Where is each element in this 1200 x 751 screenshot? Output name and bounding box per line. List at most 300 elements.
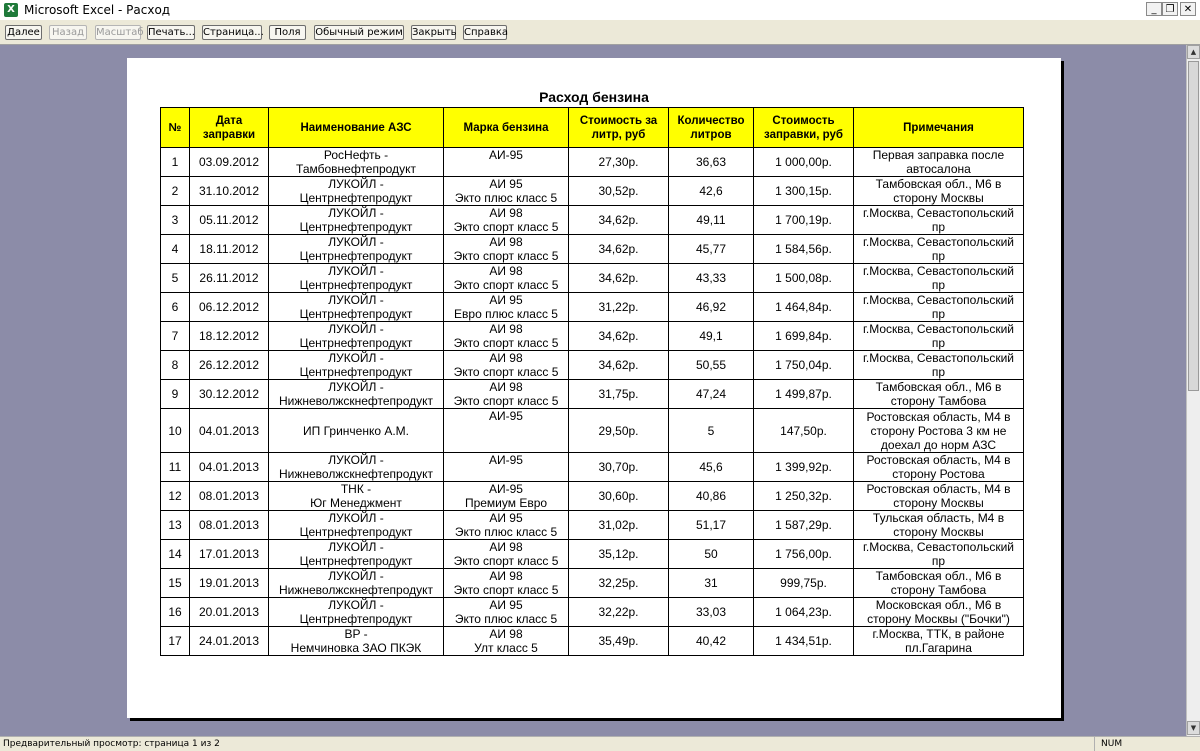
- cost-cell: [754, 177, 854, 206]
- row-number-cell-line: 4: [171, 242, 179, 256]
- print-page: [127, 58, 1061, 718]
- num-lock-indicator: NUM: [1094, 737, 1161, 751]
- station-cell: [269, 511, 444, 540]
- station-cell-line: Центрнефтепродукт: [299, 307, 413, 321]
- date-cell: [190, 598, 269, 627]
- fuel-cell: [444, 569, 569, 598]
- fuel-cell-line: АИ 98: [489, 264, 523, 278]
- margins-button[interactable]: Поля: [269, 25, 306, 40]
- row-number-cell: [161, 148, 190, 177]
- fuel-cell-line: Экто спорт класс 5: [453, 583, 559, 597]
- price-cell: [569, 511, 669, 540]
- fuel-cell-line: АИ 95: [489, 511, 523, 525]
- cost-cell-line: 999,75р.: [780, 576, 827, 590]
- station-cell: [269, 409, 444, 453]
- note-cell-line: г.Москва, Севастопольский: [863, 351, 1014, 365]
- note-cell: [854, 206, 1024, 235]
- row-number-cell: [161, 627, 190, 656]
- print-button[interactable]: Печать...: [148, 27, 195, 38]
- station-cell-line: ЛУКОЙЛ -: [328, 264, 384, 278]
- cost-cell: [754, 206, 854, 235]
- cost-cell: [754, 540, 854, 569]
- row-number-cell-line: 7: [171, 329, 179, 343]
- price-cell-line: 30,52р.: [598, 184, 639, 198]
- station-cell: [269, 453, 444, 482]
- note-cell-line: г.Москва, ТТК, в районе: [872, 627, 1005, 641]
- normal-view-button[interactable]: Обычный режим: [315, 27, 403, 38]
- price-cell: [569, 206, 669, 235]
- date-cell: [190, 409, 269, 453]
- fuel-cell-line: АИ 95: [489, 293, 523, 307]
- price-cell: [569, 540, 669, 569]
- fuel-cell-line: Экто спорт класс 5: [453, 365, 559, 379]
- station-cell-line: ЛУКОЙЛ -: [328, 598, 384, 612]
- note-cell: [854, 264, 1024, 293]
- note-cell-line: г.Москва, Севастопольский: [863, 264, 1014, 278]
- cost-cell: [754, 482, 854, 511]
- price-cell-line: 34,62р.: [598, 271, 639, 285]
- station-cell-line: ЛУКОЙЛ -: [328, 177, 384, 191]
- price-cell: [569, 264, 669, 293]
- fuel-cell-line: АИ 98: [489, 540, 523, 554]
- row-number-cell: [161, 351, 190, 380]
- fuel-cell-line: АИ-95: [489, 453, 523, 467]
- date-cell: [190, 511, 269, 540]
- next-button[interactable]: Далее: [5, 25, 42, 40]
- row-number-cell-line: 17: [168, 634, 182, 648]
- station-cell-line: ЛУКОЙЛ -: [328, 540, 384, 554]
- price-cell-line: 35,12р.: [598, 547, 639, 561]
- date-cell: [190, 453, 269, 482]
- cost-cell: [754, 351, 854, 380]
- restore-button[interactable]: ❐: [1162, 2, 1178, 16]
- table-row: [161, 569, 1024, 598]
- note-cell-line: Тамбовская обл., М6 в: [875, 380, 1002, 394]
- help-button[interactable]: Справка: [464, 27, 509, 38]
- date-cell-line: 30.12.2012: [198, 387, 260, 401]
- liters-cell: [669, 293, 754, 322]
- price-cell: [569, 293, 669, 322]
- price-cell: [569, 380, 669, 409]
- liters-cell: [669, 453, 754, 482]
- date-cell-line: 26.12.2012: [198, 358, 260, 372]
- station-cell: [269, 235, 444, 264]
- cost-cell-line: 1 434,51р.: [775, 634, 832, 648]
- cost-cell-line: 1 399,92р.: [775, 460, 832, 474]
- cost-cell-line: 1 000,00р.: [775, 155, 832, 169]
- station-cell-line: ТНК -: [340, 482, 372, 496]
- note-cell-line: пр: [931, 365, 946, 379]
- price-cell-line: 32,22р.: [598, 605, 639, 619]
- date-cell-line: 03.09.2012: [198, 155, 260, 169]
- table-row: [161, 511, 1024, 540]
- station-cell-line: Центрнефтепродукт: [299, 336, 413, 350]
- table-row: [161, 351, 1024, 380]
- fuel-cell-line: Премиум Евро: [464, 496, 548, 510]
- liters-cell: [669, 409, 754, 453]
- minimize-button[interactable]: _: [1146, 2, 1162, 16]
- station-cell: [269, 380, 444, 409]
- table-row: [161, 148, 1024, 177]
- fuel-cell: [444, 177, 569, 206]
- liters-cell-line: 33,03: [695, 605, 727, 619]
- cost-cell: [754, 293, 854, 322]
- fuel-cell-line: АИ 98: [489, 235, 523, 249]
- station-cell-line: Центрнефтепродукт: [299, 365, 413, 379]
- date-cell: [190, 351, 269, 380]
- fuel-cell: [444, 235, 569, 264]
- station-cell: [269, 264, 444, 293]
- note-cell-line: автосалона: [906, 162, 971, 176]
- preview-toolbar: [0, 20, 1200, 45]
- date-cell-line: 04.01.2013: [198, 460, 260, 474]
- date-cell: [190, 540, 269, 569]
- cost-cell: [754, 598, 854, 627]
- liters-cell-line: 40,42: [695, 634, 727, 648]
- excel-icon: X: [4, 3, 18, 17]
- row-number-cell-line: 5: [171, 271, 179, 285]
- back-button[interactable]: Назад: [49, 25, 87, 40]
- row-number-cell: [161, 569, 190, 598]
- station-cell-line: ЛУКОЙЛ -: [328, 511, 384, 525]
- cost-cell: [754, 627, 854, 656]
- row-number-cell-line: 1: [171, 155, 179, 169]
- table-row: [161, 540, 1024, 569]
- column-header: Наименование АЗС: [269, 108, 444, 148]
- note-cell: [854, 235, 1024, 264]
- note-cell: [854, 540, 1024, 569]
- liters-cell: [669, 511, 754, 540]
- note-cell-line: сторону Москвы: [893, 496, 984, 510]
- liters-cell: [669, 235, 754, 264]
- header-row: [161, 108, 1024, 148]
- note-cell-line: Ростовская область, М4 в: [866, 453, 1011, 467]
- table-row: [161, 293, 1024, 322]
- fuel-cell: [444, 380, 569, 409]
- cost-cell: [754, 409, 854, 453]
- row-number-cell-line: 13: [168, 518, 182, 532]
- fuel-cell-line: АИ 98: [489, 206, 523, 220]
- date-cell: [190, 206, 269, 235]
- price-cell-line: 31,02р.: [598, 518, 639, 532]
- station-cell: [269, 293, 444, 322]
- cost-cell: [754, 264, 854, 293]
- note-cell: [854, 177, 1024, 206]
- row-number-cell: [161, 206, 190, 235]
- note-cell: [854, 293, 1024, 322]
- column-header: Примечания: [854, 108, 1024, 148]
- note-cell: [854, 322, 1024, 351]
- row-number-cell-line: 12: [168, 489, 182, 503]
- fuel-cell: [444, 627, 569, 656]
- station-cell-line: Немчиновка ЗАО ПКЭК: [290, 641, 422, 655]
- vertical-scrollbar[interactable]: [1186, 45, 1200, 736]
- liters-cell-line: 46,92: [695, 300, 727, 314]
- note-cell-line: Московская обл., М6 в: [875, 598, 1002, 612]
- row-number-cell: [161, 380, 190, 409]
- row-number-cell: [161, 235, 190, 264]
- note-cell: [854, 569, 1024, 598]
- column-header: Стоимость за литр, руб: [569, 108, 669, 148]
- note-cell: [854, 380, 1024, 409]
- fuel-cell: [444, 322, 569, 351]
- station-cell-line: Юг Менеджмент: [310, 496, 402, 510]
- liters-cell-line: 31: [704, 576, 718, 590]
- fuel-cell-line: Экто спорт класс 5: [453, 249, 559, 263]
- note-cell: [854, 627, 1024, 656]
- fuel-cell: [444, 206, 569, 235]
- note-cell: [854, 482, 1024, 511]
- note-cell-line: сторону Тамбова: [890, 583, 987, 597]
- note-cell-line: Ростовская область, М4 в: [866, 482, 1011, 496]
- note-cell-line: г.Москва, Севастопольский: [863, 540, 1014, 554]
- station-cell-line: ЛУКОЙЛ -: [328, 569, 384, 583]
- station-cell: [269, 351, 444, 380]
- date-cell-line: 08.01.2013: [198, 489, 260, 503]
- note-cell-line: пр: [931, 554, 946, 568]
- liters-cell-line: 50,55: [695, 358, 727, 372]
- table-row: [161, 482, 1024, 511]
- row-number-cell: [161, 482, 190, 511]
- cost-cell-line: 1 700,19р.: [775, 213, 832, 227]
- column-header: Количество литров: [669, 108, 754, 148]
- price-cell-line: 30,60р.: [598, 489, 639, 503]
- station-cell-line: ЛУКОЙЛ -: [328, 380, 384, 394]
- fuel-cell-line: АИ 98: [489, 351, 523, 365]
- liters-cell: [669, 540, 754, 569]
- date-cell: [190, 322, 269, 351]
- note-cell-line: пр: [931, 220, 946, 234]
- price-cell: [569, 322, 669, 351]
- station-cell-line: Тамбовнефтепродукт: [296, 162, 416, 176]
- row-number-cell: [161, 511, 190, 540]
- fuel-cell-line: АИ-95: [489, 148, 523, 162]
- table-row: [161, 235, 1024, 264]
- price-cell: [569, 235, 669, 264]
- station-cell-line: Нижневолжскнефтепродукт: [278, 394, 434, 408]
- row-number-cell-line: 9: [171, 387, 179, 401]
- fuel-cell: [444, 148, 569, 177]
- liters-cell: [669, 148, 754, 177]
- table-row: [161, 598, 1024, 627]
- station-cell-line: Центрнефтепродукт: [299, 525, 413, 539]
- price-cell: [569, 351, 669, 380]
- station-cell-line: ЛУКОЙЛ -: [328, 351, 384, 365]
- fuel-cell: [444, 598, 569, 627]
- row-number-cell-line: 8: [171, 358, 179, 372]
- note-cell-line: г.Москва, Севастопольский: [863, 206, 1014, 220]
- date-cell-line: 08.01.2013: [198, 518, 260, 532]
- cost-cell: [754, 235, 854, 264]
- title-bar: [0, 0, 1200, 21]
- liters-cell-line: 51,17: [695, 518, 727, 532]
- fuel-cell-line: АИ 95: [489, 177, 523, 191]
- row-number-cell: [161, 409, 190, 453]
- status-text: Предварительный просмотр: страница 1 из 2: [3, 739, 220, 749]
- liters-cell-line: 49,1: [699, 329, 723, 343]
- row-number-cell-line: 6: [171, 300, 179, 314]
- fuel-cell: [444, 482, 569, 511]
- note-cell-line: сторону Ростова 3 км не: [870, 423, 1007, 438]
- table-row: [161, 380, 1024, 409]
- cost-cell: [754, 380, 854, 409]
- note-cell: [854, 148, 1024, 177]
- liters-cell: [669, 380, 754, 409]
- price-cell: [569, 569, 669, 598]
- close-window-button[interactable]: ✕: [1180, 2, 1196, 16]
- row-number-cell: [161, 453, 190, 482]
- table-row: [161, 453, 1024, 482]
- note-cell-line: пр: [931, 278, 946, 292]
- row-number-cell-line: 11: [168, 460, 182, 474]
- note-cell-line: г.Москва, Севастопольский: [863, 322, 1014, 336]
- note-cell-line: сторону Москвы: [893, 525, 984, 539]
- price-cell-line: 34,62р.: [598, 213, 639, 227]
- station-cell-line: Нижневолжскнефтепродукт: [278, 583, 434, 597]
- station-cell-line: ЛУКОЙЛ -: [328, 235, 384, 249]
- price-cell-line: 34,62р.: [598, 358, 639, 372]
- station-cell: [269, 206, 444, 235]
- liters-cell-line: 5: [707, 423, 715, 438]
- table-row: [161, 177, 1024, 206]
- row-number-cell: [161, 264, 190, 293]
- note-cell-line: сторону Москвы ("Бочки"): [867, 612, 1010, 626]
- table-row: [161, 627, 1024, 656]
- row-number-cell: [161, 293, 190, 322]
- date-cell: [190, 177, 269, 206]
- table-row: [161, 206, 1024, 235]
- liters-cell-line: 40,86: [695, 489, 727, 503]
- table-row: [161, 264, 1024, 293]
- row-number-cell-line: 14: [168, 547, 182, 561]
- note-cell-line: доехал до норм АЗС: [880, 437, 997, 452]
- station-cell-line: Центрнефтепродукт: [299, 612, 413, 626]
- price-cell: [569, 409, 669, 453]
- cost-cell: [754, 453, 854, 482]
- scroll-thumb[interactable]: [1188, 61, 1199, 391]
- row-number-cell-line: 2: [171, 184, 179, 198]
- fuel-cell: [444, 409, 569, 453]
- note-cell: [854, 351, 1024, 380]
- station-cell: [269, 177, 444, 206]
- note-cell-line: г.Москва, Севастопольский: [863, 293, 1014, 307]
- fuel-cell-line: АИ-95: [489, 409, 523, 423]
- fuel-table: [160, 107, 1024, 656]
- station-cell-line: Центрнефтепродукт: [299, 249, 413, 263]
- window-title: Microsoft Excel - Расход: [24, 3, 171, 17]
- price-cell: [569, 598, 669, 627]
- price-cell-line: 35,49р.: [598, 634, 639, 648]
- note-cell-line: г.Москва, Севастопольский: [863, 235, 1014, 249]
- liters-cell: [669, 569, 754, 598]
- close-preview-button[interactable]: Закрыть: [412, 27, 457, 38]
- price-cell-line: 31,75р.: [598, 387, 639, 401]
- date-cell-line: 19.01.2013: [198, 576, 260, 590]
- station-cell: [269, 482, 444, 511]
- liters-cell-line: 50: [704, 547, 718, 561]
- station-cell-line: Центрнефтепродукт: [299, 554, 413, 568]
- date-cell-line: 06.12.2012: [198, 300, 260, 314]
- fuel-cell-line: АИ 98: [489, 627, 523, 641]
- liters-cell-line: 47,24: [695, 387, 727, 401]
- station-cell-line: ЛУКОЙЛ -: [328, 322, 384, 336]
- note-cell-line: пр: [931, 336, 946, 350]
- fuel-cell-line: Экто спорт класс 5: [453, 394, 559, 408]
- fuel-cell-line: Экто спорт класс 5: [453, 554, 559, 568]
- price-cell: [569, 177, 669, 206]
- note-cell-line: Тамбовская обл., М6 в: [875, 177, 1002, 191]
- station-cell-line: Нижневолжскнефтепродукт: [278, 467, 434, 481]
- station-cell-line: Центрнефтепродукт: [299, 220, 413, 234]
- station-cell-line: ЛУКОЙЛ -: [328, 453, 384, 467]
- table-row: [161, 322, 1024, 351]
- station-cell: [269, 569, 444, 598]
- liters-cell-line: 45,6: [699, 460, 723, 474]
- station-cell: [269, 627, 444, 656]
- price-cell-line: 34,62р.: [598, 242, 639, 256]
- sheet-title: Расход бензина: [539, 89, 649, 105]
- station-cell: [269, 598, 444, 627]
- price-cell-line: 31,22р.: [598, 300, 639, 314]
- date-cell-line: 04.01.2013: [198, 423, 260, 438]
- cost-cell-line: 1 500,08р.: [775, 271, 832, 285]
- station-cell-line: РосНефть -: [323, 148, 389, 162]
- fuel-cell-line: Экто спорт класс 5: [453, 220, 559, 234]
- cost-cell-line: 1 750,04р.: [775, 358, 832, 372]
- price-cell-line: 32,25р.: [598, 576, 639, 590]
- table-row: [161, 409, 1024, 453]
- zoom-button[interactable]: Масштаб: [96, 27, 144, 38]
- liters-cell: [669, 598, 754, 627]
- station-cell-line: ИП Гринченко А.М.: [302, 423, 410, 438]
- date-cell-line: 24.01.2013: [198, 634, 260, 648]
- cost-cell: [754, 322, 854, 351]
- fuel-cell-line: Экто плюс класс 5: [454, 525, 558, 539]
- date-cell: [190, 235, 269, 264]
- cost-cell-line: 147,50р.: [780, 423, 827, 438]
- note-cell: [854, 598, 1024, 627]
- page-setup-button[interactable]: Страница...: [203, 27, 264, 38]
- cost-cell-line: 1 584,56р.: [775, 242, 832, 256]
- cost-cell-line: 1 587,29р.: [775, 518, 832, 532]
- liters-cell-line: 42,6: [699, 184, 723, 198]
- fuel-cell-line: Экто спорт класс 5: [453, 278, 559, 292]
- scroll-up-icon[interactable]: ▲: [1187, 45, 1200, 59]
- fuel-cell-line: Экто плюс класс 5: [454, 191, 558, 205]
- price-cell-line: 30,70р.: [598, 460, 639, 474]
- row-number-cell-line: 16: [168, 605, 182, 619]
- scroll-down-icon[interactable]: ▼: [1187, 721, 1200, 735]
- fuel-cell: [444, 293, 569, 322]
- note-cell-line: пр: [931, 307, 946, 321]
- station-cell-line: ЛУКОЙЛ -: [328, 293, 384, 307]
- fuel-cell-line: Экто спорт класс 5: [453, 336, 559, 350]
- cost-cell: [754, 569, 854, 598]
- date-cell: [190, 293, 269, 322]
- cost-cell-line: 1 756,00р.: [775, 547, 832, 561]
- date-cell-line: 05.11.2012: [199, 213, 259, 227]
- date-cell: [190, 264, 269, 293]
- liters-cell-line: 49,11: [696, 213, 726, 227]
- note-cell-line: сторону Москвы: [893, 191, 984, 205]
- row-number-cell-line: 15: [168, 576, 182, 590]
- fuel-cell: [444, 264, 569, 293]
- liters-cell: [669, 627, 754, 656]
- station-cell: [269, 322, 444, 351]
- fuel-cell-line: АИ 98: [489, 569, 523, 583]
- row-number-cell: [161, 598, 190, 627]
- cost-cell: [754, 511, 854, 540]
